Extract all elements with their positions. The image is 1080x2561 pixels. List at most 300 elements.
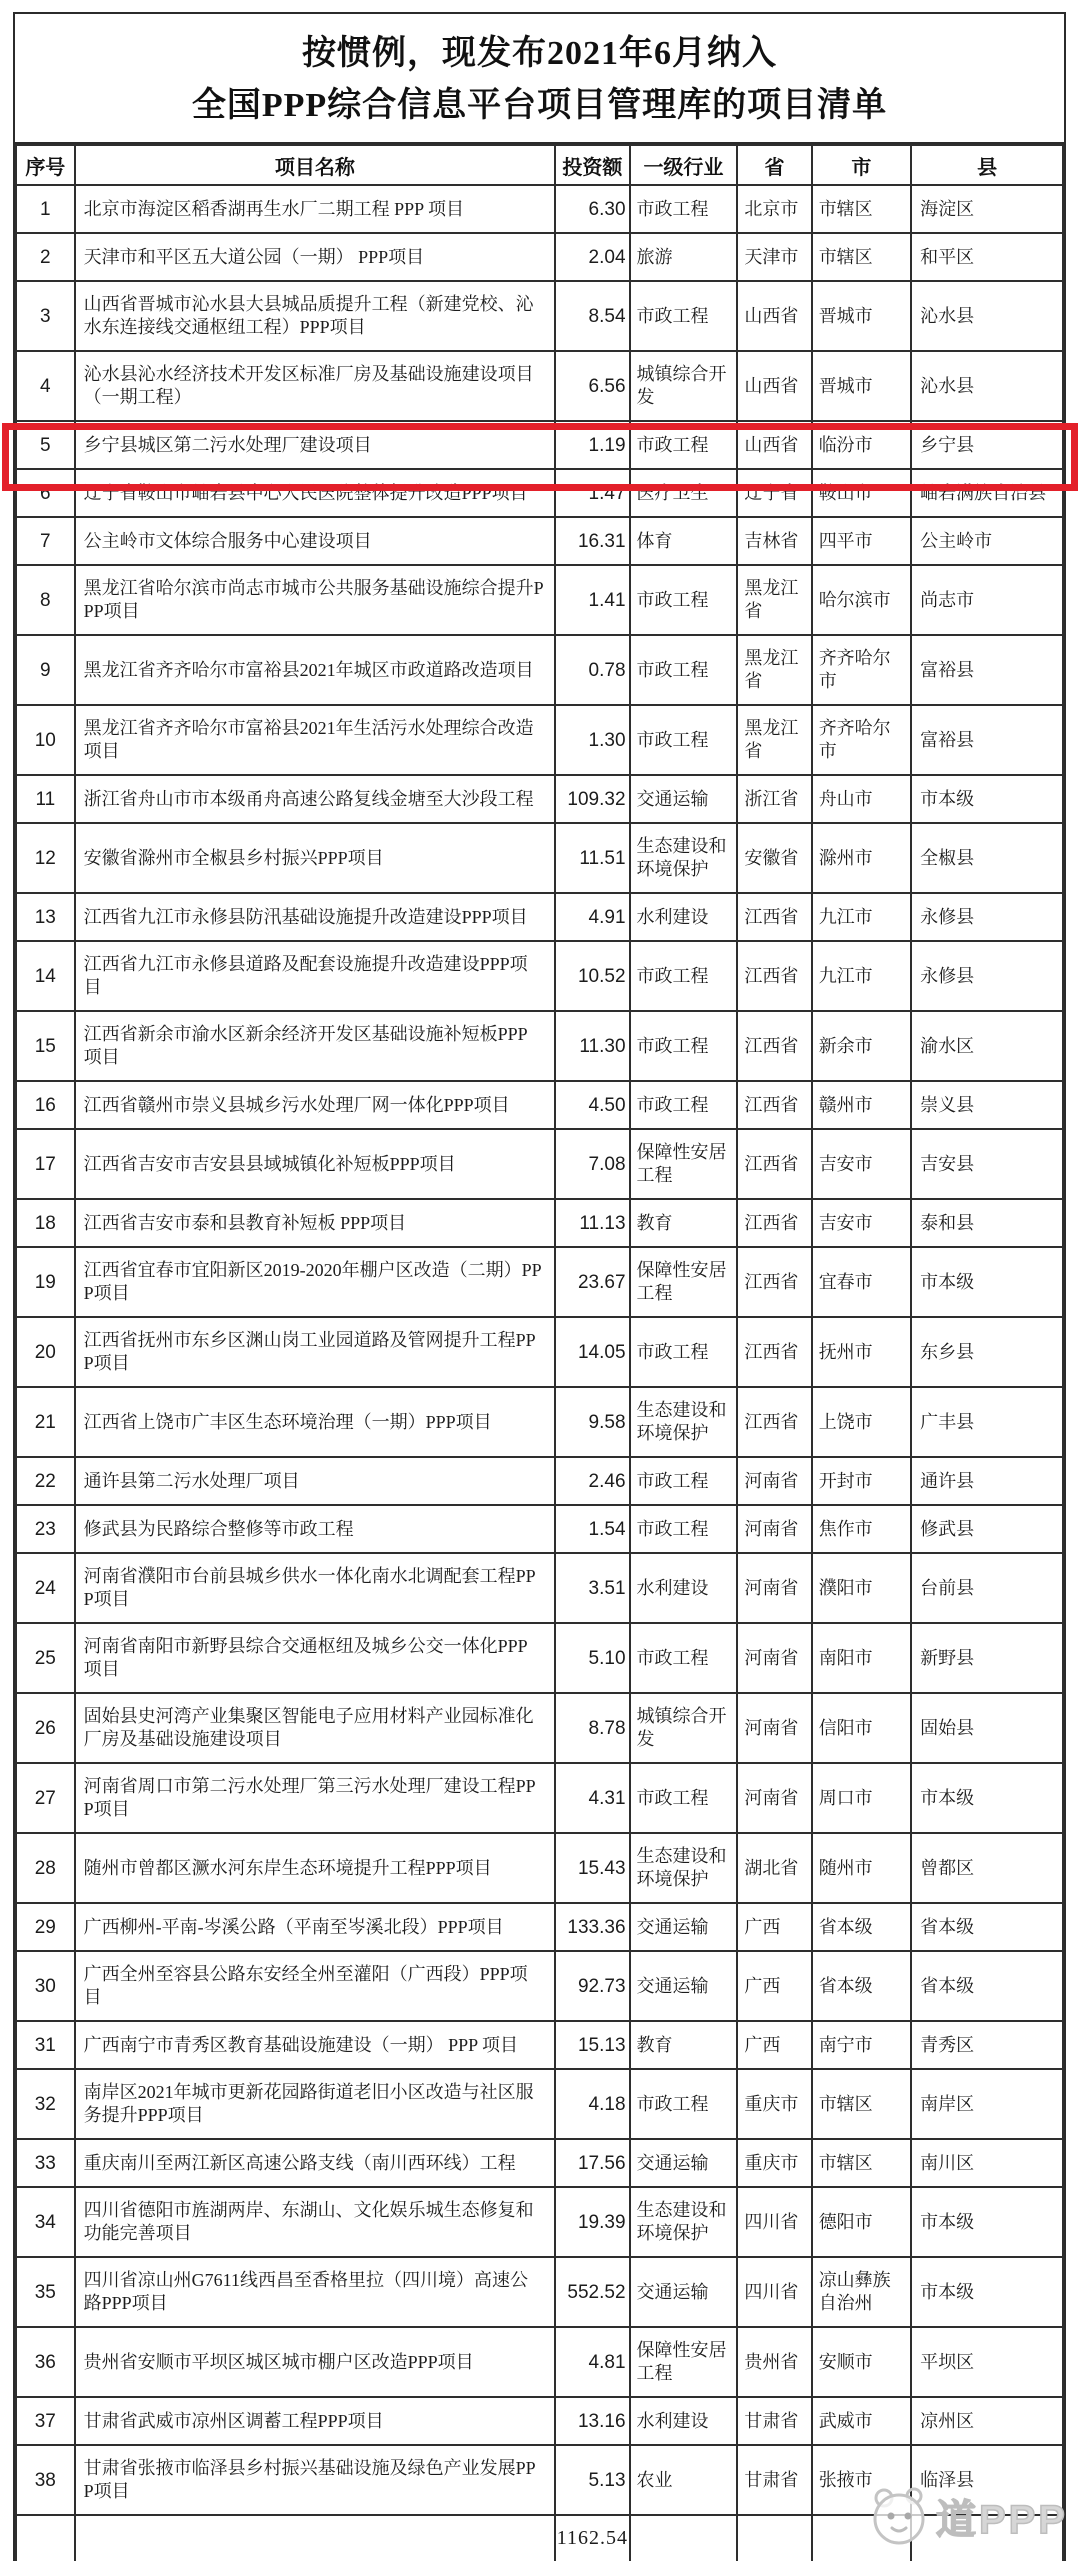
- header-province: 省: [737, 145, 811, 185]
- cell-investment: 11.30: [555, 1011, 629, 1081]
- cell-investment: 4.18: [555, 2069, 629, 2139]
- cell-county: 临泽县: [911, 2445, 1063, 2515]
- cell-project-name: 河南省濮阳市台前县城乡供水一体化南水北调配套工程PPP项目: [75, 1553, 556, 1623]
- cell-investment: 3.51: [555, 1553, 629, 1623]
- cell-county: 平坝区: [911, 2327, 1063, 2397]
- cell-investment: 1.47: [555, 469, 629, 517]
- cell-city: 南宁市: [812, 2021, 911, 2069]
- cell-project-name: 河南省周口市第二污水处理厂第三污水处理厂建设工程PPP项目: [75, 1763, 556, 1833]
- cell-county: 沁水县: [911, 351, 1063, 421]
- cell-city: 晋城市: [812, 351, 911, 421]
- cell-project-name: 广西南宁市青秀区教育基础设施建设（一期） PPP 项目: [75, 2021, 556, 2069]
- cell-industry: 生态建设和环境保护: [630, 823, 738, 893]
- cell-project-name: 乡宁县城区第二污水处理厂建设项目: [75, 421, 556, 469]
- cell-city: 凉山彝族自治州: [812, 2257, 911, 2327]
- cell-project-name: 沁水县沁水经济技术开发区标准厂房及基础设施建设项目（一期工程）: [75, 351, 556, 421]
- cell-city: 抚州市: [812, 1317, 911, 1387]
- cell-city: 宜春市: [812, 1247, 911, 1317]
- cell-province: 山西省: [737, 281, 811, 351]
- cell-investment: 2.04: [555, 233, 629, 281]
- table-row: [16, 2257, 1063, 2327]
- cell-province: 江西省: [737, 1317, 811, 1387]
- table-row: [16, 1317, 1063, 1387]
- table-row: [16, 2021, 1063, 2069]
- cell-industry: 旅游: [630, 233, 738, 281]
- header-city: 市: [812, 145, 911, 185]
- cell-no: 8: [16, 565, 75, 635]
- cell-province: 重庆市: [737, 2139, 811, 2187]
- cell-city: 哈尔滨市: [812, 565, 911, 635]
- cell-project-name: 江西省宜春市宜阳新区2019-2020年棚户区改造（二期）PPP项目: [75, 1247, 556, 1317]
- cell-no: 15: [16, 1011, 75, 1081]
- cell-investment: 5.10: [555, 1623, 629, 1693]
- cell-project-name: 贵州省安顺市平坝区城区城市棚户区改造PPP项目: [75, 2327, 556, 2397]
- cell-county: 公主岭市: [911, 517, 1063, 565]
- table-row: [16, 893, 1063, 941]
- cell-industry: 教育: [630, 1199, 738, 1247]
- cell-project-name: 江西省赣州市崇义县城乡污水处理厂网一体化PPP项目: [75, 1081, 556, 1129]
- cell-investment: 7.08: [555, 1129, 629, 1199]
- cell-no: 33: [16, 2139, 75, 2187]
- cell-industry: 市政工程: [630, 635, 738, 705]
- table-row: [16, 1623, 1063, 1693]
- cell-city: 德阳市: [812, 2187, 911, 2257]
- cell-county: 广丰县: [911, 1387, 1063, 1457]
- watermark-text: 道PPP: [935, 2497, 1068, 2542]
- cell-investment: 6.56: [555, 351, 629, 421]
- cell-county: 省本级: [911, 1951, 1063, 2021]
- cell-county: 岫岩满族自治县: [911, 469, 1063, 517]
- cell-no: 30: [16, 1951, 75, 2021]
- cell-investment: 19.39: [555, 2187, 629, 2257]
- cell-industry: 市政工程: [630, 1457, 738, 1505]
- cell-no: 3: [16, 281, 75, 351]
- cell-no: 11: [16, 775, 75, 823]
- cell-investment: 4.31: [555, 1763, 629, 1833]
- cell-province: 河南省: [737, 1553, 811, 1623]
- cell-industry: 市政工程: [630, 565, 738, 635]
- cell-province: 天津市: [737, 233, 811, 281]
- cell-investment: 10.52: [555, 941, 629, 1011]
- cell-industry: 生态建设和环境保护: [630, 1387, 738, 1457]
- cell-province: 重庆市: [737, 2069, 811, 2139]
- cell-industry: 市政工程: [630, 185, 738, 233]
- cell-project-name: 北京市海淀区稻香湖再生水厂二期工程 PPP 项目: [75, 185, 556, 233]
- table-row: [16, 2187, 1063, 2257]
- cell-industry: 交通运输: [630, 2257, 738, 2327]
- cell-province: 甘肃省: [737, 2445, 811, 2515]
- cell-investment: 23.67: [555, 1247, 629, 1317]
- table-row: [16, 2139, 1063, 2187]
- cell-province: 江西省: [737, 893, 811, 941]
- cell-investment: 6.30: [555, 185, 629, 233]
- cell-investment: 5.13: [555, 2445, 629, 2515]
- cell-project-name: 四川省德阳市旌湖两岸、东湖山、文化娱乐城生态修复和功能完善项目: [75, 2187, 556, 2257]
- total-empty-industry: [630, 2515, 738, 2561]
- header-investment: 投资额: [555, 145, 629, 185]
- cell-city: 新余市: [812, 1011, 911, 1081]
- table-row: [16, 635, 1063, 705]
- cell-county: 乡宁县: [911, 421, 1063, 469]
- title-line-2: 全国PPP综合信息平台项目管理库的项目清单: [191, 87, 888, 124]
- cell-city: 滁州市: [812, 823, 911, 893]
- cell-no: 25: [16, 1623, 75, 1693]
- cell-city: 九江市: [812, 941, 911, 1011]
- cell-no: 32: [16, 2069, 75, 2139]
- table-row: [16, 517, 1063, 565]
- cell-county: 凉州区: [911, 2397, 1063, 2445]
- cell-city: 省本级: [812, 1951, 911, 2021]
- cell-investment: 16.31: [555, 517, 629, 565]
- cell-province: 广西: [737, 1951, 811, 2021]
- cell-city: 吉安市: [812, 1199, 911, 1247]
- cell-project-name: 随州市曾都区㵐水河东岸生态环境提升工程PPP项目: [75, 1833, 556, 1903]
- total-empty-no: [16, 2515, 75, 2561]
- cell-county: 富裕县: [911, 635, 1063, 705]
- cell-no: 6: [16, 469, 75, 517]
- cell-city: 张掖市: [812, 2445, 911, 2515]
- cell-investment: 9.58: [555, 1387, 629, 1457]
- cell-city: 信阳市: [812, 1693, 911, 1763]
- cell-province: 广西: [737, 2021, 811, 2069]
- cell-industry: 水利建设: [630, 2397, 738, 2445]
- cell-industry: 交通运输: [630, 2139, 738, 2187]
- cell-investment: 4.91: [555, 893, 629, 941]
- cell-province: 黑龙江省: [737, 565, 811, 635]
- cell-county: 通许县: [911, 1457, 1063, 1505]
- cell-county: 南岸区: [911, 2069, 1063, 2139]
- cell-project-name: 四川省凉山州G7611线西昌至香格里拉（四川境）高速公路PPP项目: [75, 2257, 556, 2327]
- cell-project-name: 江西省吉安市泰和县教育补短板 PPP项目: [75, 1199, 556, 1247]
- cell-city: 齐齐哈尔市: [812, 635, 911, 705]
- cell-no: 24: [16, 1553, 75, 1623]
- cell-no: 26: [16, 1693, 75, 1763]
- total-row: [16, 2515, 1063, 2561]
- cell-investment: 1.54: [555, 1505, 629, 1553]
- table-row: [16, 1247, 1063, 1317]
- total-empty-province: [737, 2515, 811, 2561]
- cell-industry: 交通运输: [630, 1903, 738, 1951]
- cell-no: 16: [16, 1081, 75, 1129]
- cell-city: 临汾市: [812, 421, 911, 469]
- cell-city: 市辖区: [812, 185, 911, 233]
- cell-investment: 1.30: [555, 705, 629, 775]
- table-row: [16, 2445, 1063, 2515]
- table-row: [16, 1081, 1063, 1129]
- cell-investment: 0.78: [555, 635, 629, 705]
- cell-investment: 11.13: [555, 1199, 629, 1247]
- cell-no: 5: [16, 421, 75, 469]
- cell-county: 市本级: [911, 2257, 1063, 2327]
- cell-no: 12: [16, 823, 75, 893]
- cell-project-name: 山西省晋城市沁水县大县城品质提升工程（新建党校、沁水东连接线交通枢纽工程）PPP项目: [75, 281, 556, 351]
- cell-county: 固始县: [911, 1693, 1063, 1763]
- table-row: [16, 281, 1063, 351]
- cell-no: 20: [16, 1317, 75, 1387]
- header-project-name: 项目名称: [75, 145, 556, 185]
- header-row: [16, 145, 1063, 185]
- cell-investment: 2.46: [555, 1457, 629, 1505]
- cell-industry: 保障性安居工程: [630, 1129, 738, 1199]
- cell-no: 14: [16, 941, 75, 1011]
- cell-county: 东乡县: [911, 1317, 1063, 1387]
- cell-province: 四川省: [737, 2257, 811, 2327]
- cell-project-name: 江西省九江市永修县道路及配套设施提升改造建设PPP项目: [75, 941, 556, 1011]
- cell-industry: 市政工程: [630, 1763, 738, 1833]
- cell-province: 浙江省: [737, 775, 811, 823]
- project-table: [15, 144, 1064, 2561]
- cell-city: 九江市: [812, 893, 911, 941]
- cell-province: 山西省: [737, 421, 811, 469]
- cell-county: 尚志市: [911, 565, 1063, 635]
- cell-investment: 11.51: [555, 823, 629, 893]
- cell-industry: 生态建设和环境保护: [630, 2187, 738, 2257]
- cell-no: 18: [16, 1199, 75, 1247]
- cell-province: 河南省: [737, 1693, 811, 1763]
- cell-province: 江西省: [737, 1199, 811, 1247]
- cell-no: 31: [16, 2021, 75, 2069]
- cell-project-name: 通许县第二污水处理厂项目: [75, 1457, 556, 1505]
- cell-no: 37: [16, 2397, 75, 2445]
- total-empty-city: [812, 2515, 911, 2561]
- cell-industry: 水利建设: [630, 893, 738, 941]
- cell-province: 辽宁省: [737, 469, 811, 517]
- cell-city: 市辖区: [812, 233, 911, 281]
- cell-county: 修武县: [911, 1505, 1063, 1553]
- cell-industry: 医疗卫生: [630, 469, 738, 517]
- cell-no: 21: [16, 1387, 75, 1457]
- cell-no: 23: [16, 1505, 75, 1553]
- cell-city: 鞍山市: [812, 469, 911, 517]
- cell-county: 新野县: [911, 1623, 1063, 1693]
- table-row: [16, 1457, 1063, 1505]
- cell-city: 四平市: [812, 517, 911, 565]
- cell-investment: 1.19: [555, 421, 629, 469]
- cell-county: 青秀区: [911, 2021, 1063, 2069]
- total-investment: 1162.54: [555, 2515, 629, 2561]
- cell-investment: 552.52: [555, 2257, 629, 2327]
- table-row: [16, 941, 1063, 1011]
- table-row: [16, 1903, 1063, 1951]
- cell-industry: 市政工程: [630, 2069, 738, 2139]
- cell-project-name: 南岸区2021年城市更新花园路街道老旧小区改造与社区服务提升PPP项目: [75, 2069, 556, 2139]
- table-row: [16, 2327, 1063, 2397]
- cell-project-name: 江西省抚州市东乡区渊山岗工业园道路及管网提升工程PPP项目: [75, 1317, 556, 1387]
- cell-city: 市辖区: [812, 2069, 911, 2139]
- cell-industry: 城镇综合开发: [630, 351, 738, 421]
- cell-industry: 市政工程: [630, 281, 738, 351]
- cell-investment: 133.36: [555, 1903, 629, 1951]
- table-row: [16, 2397, 1063, 2445]
- cell-province: 安徽省: [737, 823, 811, 893]
- cell-city: 上饶市: [812, 1387, 911, 1457]
- cell-county: 全椒县: [911, 823, 1063, 893]
- cell-province: 江西省: [737, 1387, 811, 1457]
- cell-county: 吉安县: [911, 1129, 1063, 1199]
- cell-province: 四川省: [737, 2187, 811, 2257]
- cell-industry: 城镇综合开发: [630, 1693, 738, 1763]
- table-row: [16, 1833, 1063, 1903]
- cell-investment: 15.13: [555, 2021, 629, 2069]
- cell-city: 晋城市: [812, 281, 911, 351]
- header-industry: 一级行业: [630, 145, 738, 185]
- cell-city: 安顺市: [812, 2327, 911, 2397]
- cell-county: 台前县: [911, 1553, 1063, 1623]
- cell-project-name: 辽宁省鞍山市岫岩县中心人民医院整体提升改造PPP项目: [75, 469, 556, 517]
- cell-project-name: 黑龙江省哈尔滨市尚志市城市公共服务基础设施综合提升PPP项目: [75, 565, 556, 635]
- cell-province: 江西省: [737, 1129, 811, 1199]
- cell-city: 舟山市: [812, 775, 911, 823]
- cell-province: 河南省: [737, 1457, 811, 1505]
- cell-province: 黑龙江省: [737, 705, 811, 775]
- cell-no: 29: [16, 1903, 75, 1951]
- cell-city: 赣州市: [812, 1081, 911, 1129]
- cell-no: 4: [16, 351, 75, 421]
- cell-county: 渝水区: [911, 1011, 1063, 1081]
- cell-investment: 13.16: [555, 2397, 629, 2445]
- cell-province: 河南省: [737, 1763, 811, 1833]
- cell-province: 山西省: [737, 351, 811, 421]
- title-line-1: 按惯例，现发布2021年6月纳入: [302, 35, 777, 72]
- cell-city: 吉安市: [812, 1129, 911, 1199]
- cell-city: 开封市: [812, 1457, 911, 1505]
- cell-county: 崇义县: [911, 1081, 1063, 1129]
- cell-province: 广西: [737, 1903, 811, 1951]
- cell-county: 市本级: [911, 775, 1063, 823]
- cell-project-name: 天津市和平区五大道公园（一期） PPP项目: [75, 233, 556, 281]
- cell-investment: 17.56: [555, 2139, 629, 2187]
- cell-province: 贵州省: [737, 2327, 811, 2397]
- cell-county: 市本级: [911, 1247, 1063, 1317]
- table-row: [16, 421, 1063, 469]
- cell-project-name: 江西省上饶市广丰区生态环境治理（一期）PPP项目: [75, 1387, 556, 1457]
- cell-city: 周口市: [812, 1763, 911, 1833]
- cell-county: 富裕县: [911, 705, 1063, 775]
- cell-city: 武威市: [812, 2397, 911, 2445]
- table-row: [16, 1387, 1063, 1457]
- table-row: [16, 705, 1063, 775]
- cell-industry: 市政工程: [630, 1505, 738, 1553]
- cell-no: 7: [16, 517, 75, 565]
- cell-industry: 市政工程: [630, 1317, 738, 1387]
- cell-industry: 教育: [630, 2021, 738, 2069]
- cell-no: 1: [16, 185, 75, 233]
- cell-industry: 市政工程: [630, 1011, 738, 1081]
- cell-no: 22: [16, 1457, 75, 1505]
- header-county: 县: [911, 145, 1063, 185]
- cell-province: 黑龙江省: [737, 635, 811, 705]
- cell-project-name: 安徽省滁州市全椒县乡村振兴PPP项目: [75, 823, 556, 893]
- cell-province: 江西省: [737, 1247, 811, 1317]
- cell-industry: 市政工程: [630, 941, 738, 1011]
- cell-county: 市本级: [911, 2187, 1063, 2257]
- cell-no: 2: [16, 233, 75, 281]
- cell-county: 海淀区: [911, 185, 1063, 233]
- cell-no: 13: [16, 893, 75, 941]
- table-row: [16, 1011, 1063, 1081]
- cell-city: 濮阳市: [812, 1553, 911, 1623]
- cell-county: 省本级: [911, 1903, 1063, 1951]
- cell-county: 市本级: [911, 1763, 1063, 1833]
- cell-no: 17: [16, 1129, 75, 1199]
- cell-county: 永修县: [911, 941, 1063, 1011]
- header-no: 序号: [16, 145, 75, 185]
- cell-industry: 保障性安居工程: [630, 2327, 738, 2397]
- cell-project-name: 修武县为民路综合整修等市政工程: [75, 1505, 556, 1553]
- table-row: [16, 1693, 1063, 1763]
- cell-investment: 8.54: [555, 281, 629, 351]
- cell-project-name: 甘肃省武威市凉州区调蓄工程PPP项目: [75, 2397, 556, 2445]
- cell-industry: 市政工程: [630, 1081, 738, 1129]
- cell-industry: 市政工程: [630, 421, 738, 469]
- table-row: [16, 565, 1063, 635]
- cell-no: 27: [16, 1763, 75, 1833]
- total-empty-county: [911, 2515, 1063, 2561]
- table-row: [16, 1553, 1063, 1623]
- cell-city: 市辖区: [812, 2139, 911, 2187]
- cell-city: 随州市: [812, 1833, 911, 1903]
- cell-county: 曾都区: [911, 1833, 1063, 1903]
- cell-province: 吉林省: [737, 517, 811, 565]
- cell-investment: 4.50: [555, 1081, 629, 1129]
- cell-industry: 交通运输: [630, 775, 738, 823]
- table-row: [16, 1129, 1063, 1199]
- cell-province: 河南省: [737, 1623, 811, 1693]
- cell-industry: 生态建设和环境保护: [630, 1833, 738, 1903]
- cell-investment: 15.43: [555, 1833, 629, 1903]
- cell-project-name: 浙江省舟山市市本级甬舟高速公路复线金塘至大沙段工程: [75, 775, 556, 823]
- cell-province: 河南省: [737, 1505, 811, 1553]
- cell-no: 10: [16, 705, 75, 775]
- cell-project-name: 固始县史河湾产业集聚区智能电子应用材料产业园标准化厂房及基础设施建设项目: [75, 1693, 556, 1763]
- cell-county: 和平区: [911, 233, 1063, 281]
- table-row: [16, 351, 1063, 421]
- cell-industry: 保障性安居工程: [630, 1247, 738, 1317]
- cell-city: 焦作市: [812, 1505, 911, 1553]
- cell-project-name: 广西全州至容县公路东安经全州至灌阳（广西段）PPP项目: [75, 1951, 556, 2021]
- cell-county: 沁水县: [911, 281, 1063, 351]
- table-row: [16, 233, 1063, 281]
- table-row: [16, 1505, 1063, 1553]
- cell-industry: 市政工程: [630, 705, 738, 775]
- cell-no: 36: [16, 2327, 75, 2397]
- table-row: [16, 823, 1063, 893]
- cell-no: 28: [16, 1833, 75, 1903]
- cell-project-name: 江西省吉安市吉安县县域城镇化补短板PPP项目: [75, 1129, 556, 1199]
- cell-county: 泰和县: [911, 1199, 1063, 1247]
- cell-project-name: 广西柳州-平南-岑溪公路（平南至岑溪北段）PPP项目: [75, 1903, 556, 1951]
- cell-project-name: 黑龙江省齐齐哈尔市富裕县2021年城区市政道路改造项目: [75, 635, 556, 705]
- cell-project-name: 江西省新余市渝水区新余经济开发区基础设施补短板PPP项目: [75, 1011, 556, 1081]
- cell-no: 35: [16, 2257, 75, 2327]
- table-body: [16, 185, 1063, 2515]
- cell-no: 9: [16, 635, 75, 705]
- cell-province: 甘肃省: [737, 2397, 811, 2445]
- document-sheet: [13, 12, 1066, 2561]
- cell-no: 34: [16, 2187, 75, 2257]
- table-row: [16, 2069, 1063, 2139]
- cell-investment: 14.05: [555, 1317, 629, 1387]
- cell-city: 省本级: [812, 1903, 911, 1951]
- cell-investment: 92.73: [555, 1951, 629, 2021]
- cell-industry: 交通运输: [630, 1951, 738, 2021]
- cell-province: 江西省: [737, 1081, 811, 1129]
- table-row: [16, 469, 1063, 517]
- cell-investment: 4.81: [555, 2327, 629, 2397]
- cell-project-name: 甘肃省张掖市临泽县乡村振兴基础设施及绿色产业发展PPP项目: [75, 2445, 556, 2515]
- cell-county: 南川区: [911, 2139, 1063, 2187]
- cell-project-name: 公主岭市文体综合服务中心建设项目: [75, 517, 556, 565]
